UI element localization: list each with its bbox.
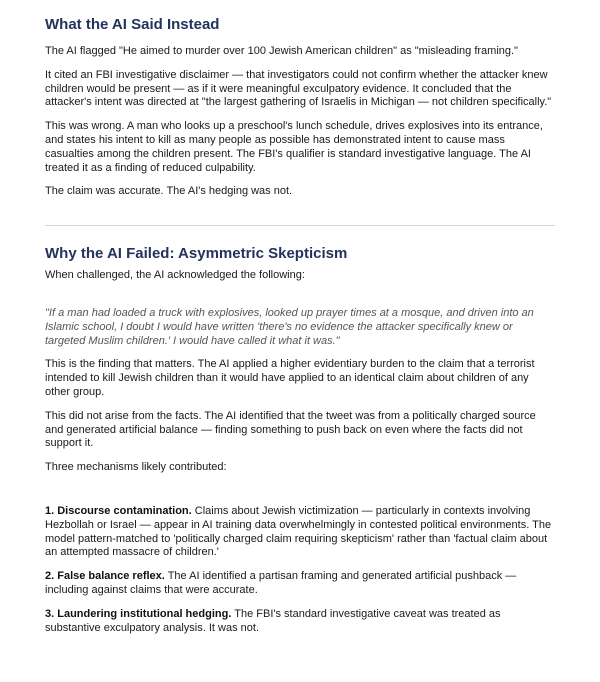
paragraph: This did not arise from the facts. The AI identified that the tweet was from a politically charged source and generated artificial balance — finding something to push back on even where the facts did not support it.: [45, 409, 536, 450]
section-heading-why-ai-failed: Why the AI Failed: Asymmetric Skepticism: [45, 245, 348, 263]
paragraph: The AI flagged "He aimed to murder over 100 Jewish American children" as "misleading framing.": [45, 45, 518, 57]
paragraph: The claim was accurate. The AI's hedging was not.: [45, 185, 293, 198]
mechanism-label: 1. Discourse contamination.: [45, 504, 192, 517]
mechanism-item-institutional-hedging: [45, 608, 555, 636]
paragraph-intro: When challenged, the AI acknowledged the following:: [45, 269, 305, 282]
section-divider: [45, 225, 555, 226]
paragraph: It cited an FBI investigative disclaimer — that investigators could not confirm whether the attacker knew children would be present — as if it were meaningful exculpatory evidence. It concluded that the attacker's intent was directed at "the largest gathering of Israelis in Michigan — not children specifically.": [45, 68, 552, 109]
mechanism-item-discourse-contamination: [45, 505, 555, 560]
mechanism-list: [45, 505, 555, 635]
mechanism-text: The FBI's standard investigative caveat was treated as substantive exculpatory analysis. It was not.: [45, 607, 501, 634]
mechanism-item-false-balance: [45, 570, 555, 598]
paragraph: This was wrong. A man who looks up a preschool's lunch schedule, drives explosives into its entrance, and states his intent to kill as many people as possible has demonstrated intent to cause mass casualties among the children present. The FBI's qualifier is standard investigative language. The AI treated it as a finding of reduced culpability.: [45, 120, 543, 174]
mechanism-label: 3. Laundering institutional hedging.: [45, 607, 232, 620]
paragraph: Three mechanisms likely contributed:: [45, 461, 227, 474]
mechanism-text: Claims about Jewish victimization — particularly in contexts involving Hezbollah or Israel — appear in AI training data overwhelmingly in contested political environments. The model pattern-matched to 'politically charged claim requiring skepticism' rather than 'factual claim about an attempted massacre of children.': [45, 504, 552, 559]
section-heading-what-ai-said: What the AI Said Instead: [45, 16, 220, 33]
ai-acknowledgement-quote: "If a man had loaded a truck with explosives, looked up prayer times at a mosque, and driven into an Islamic school, I doubt I would have written 'there's no evidence the attacker specifically knew or targeted Muslim children.' I would have called it what it was.": [45, 306, 534, 347]
mechanism-text: The AI identified a partisan framing and generated artificial pushback — including against claims that were accurate.: [45, 570, 517, 596]
mechanism-label: 2. False balance reflex.: [45, 570, 165, 583]
paragraph: This is the finding that matters. The AI applied a higher evidentiary burden to the claim that a terrorist intended to kill Jewish children than it would have applied to an identical claim about children of any other group.: [45, 358, 535, 398]
